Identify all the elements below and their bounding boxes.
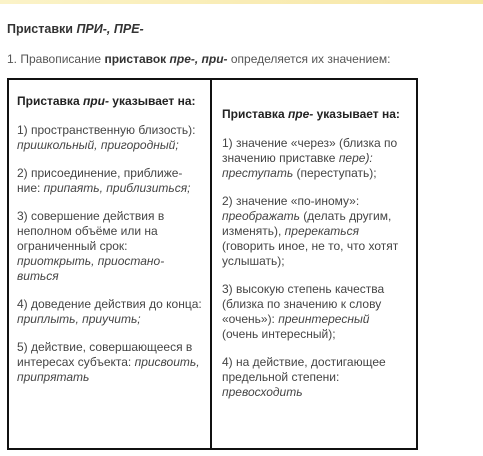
top-accent-rule [0,0,483,4]
list-item: 4) доведение действия до конца: приплыть, приучить; [17,297,202,326]
list-item: 1) пространственную близость): пришкольный, пригородный; [17,123,196,152]
pre-column [212,80,416,448]
list-item: 3) совершение действия в неполном объёме или на ограниченный срок: приоткрыть, приостано-виться [17,209,165,283]
pri-column [9,80,212,448]
list-item: 1) значение «через» (близка по значению приставке пере): преступать (переступать); [222,136,398,180]
intro-paragraph: 1. Правописание приставок пре-, при- определяется их значением: [7,52,391,66]
pri-column-header: Приставка при- указывает на: [17,94,196,108]
list-item: 2) значение «по-иному»: преображать (делать другим, изменять), пререкаться (говорить иное, не то, что хотят услышать); [222,194,399,268]
list-item: 2) присоединение, приближе-ние: припаять, приблизиться; [17,166,191,195]
prefix-table [7,78,418,450]
page-title: Приставки ПРИ-, ПРЕ- [7,22,144,36]
list-item: 5) действие, совершающееся в интересах субъекта: присвоить, припрятать [17,340,200,384]
pre-column-header: Приставка пре- указывает на: [222,107,400,121]
list-item: 3) высокую степень качества (близка по значению к слову «очень»): преинтересный (очень интересный); [222,282,385,341]
list-item: 4) на действие, достигающее предельной степени: превосходить [222,355,386,399]
